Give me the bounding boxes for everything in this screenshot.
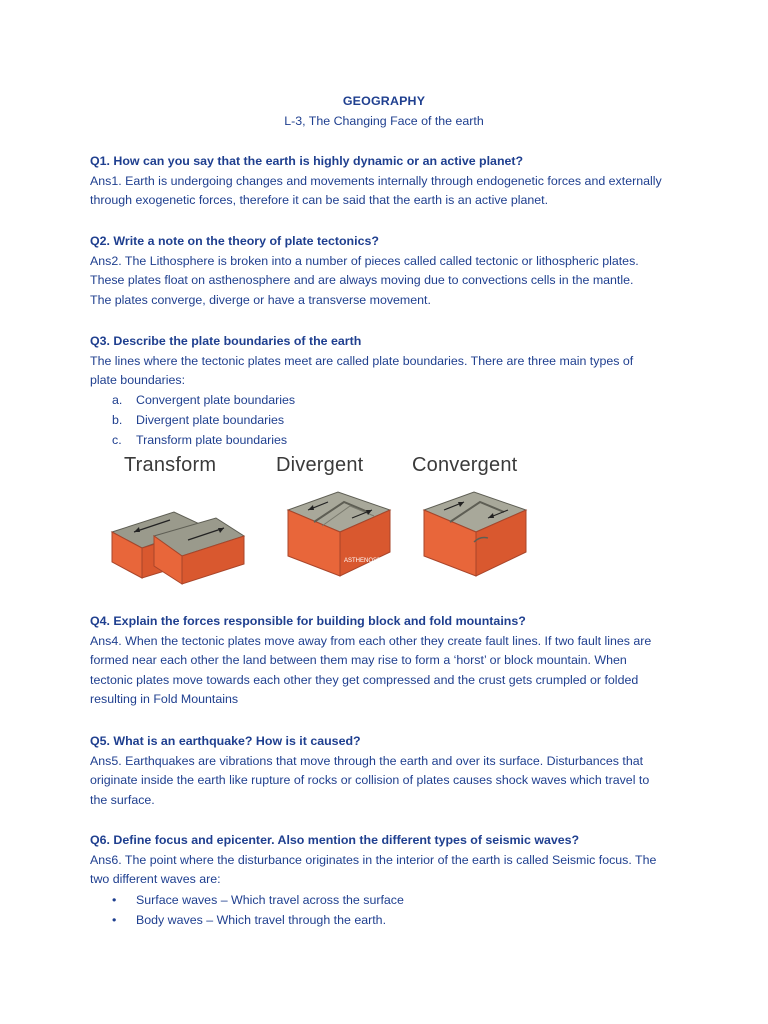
- convergent-block: [424, 492, 526, 576]
- q5-answer-line: the surface.: [90, 792, 155, 807]
- transform-block: [112, 512, 244, 584]
- q1-section: [90, 152, 690, 211]
- transform-label: Transform: [124, 454, 217, 476]
- bullet-marker: •: [112, 913, 117, 927]
- q6-question: Q6. Define focus and epicenter. Also mention the different types of seismic waves?: [90, 833, 580, 847]
- list-item-text: Body waves – Which travel through the earth.: [136, 913, 387, 927]
- plate-label: PLATE: [268, 546, 287, 552]
- q1-question: Q1. How can you say that the earth is highly dynamic or an active planet?: [90, 154, 524, 168]
- q2-question: Q2. Write a note on the theory of plate tectonics?: [90, 234, 379, 248]
- q6-answer-line: Ans6. The point where the disturbance originates in the interior of the earth is called Seismic focus. The: [90, 852, 657, 867]
- q3-section: [90, 332, 690, 391]
- convergent-label: Convergent: [412, 454, 518, 476]
- list-item: [112, 431, 295, 451]
- q4-question: Q4. Explain the forces responsible for building block and fold mountains?: [90, 614, 526, 628]
- list-item-text: Surface waves – Which travel across the surface: [136, 893, 404, 907]
- asthenosphere-label: ASTHENOSPHERE: [344, 558, 398, 564]
- divergent-label: Divergent: [276, 454, 364, 476]
- list-item-text: Divergent plate boundaries: [136, 413, 285, 427]
- list-item-text: Convergent plate boundaries: [136, 393, 296, 407]
- list-item-text: Transform plate boundaries: [136, 433, 288, 447]
- list-item: [112, 411, 295, 431]
- q3-question: Q3. Describe the plate boundaries of the earth: [90, 334, 362, 348]
- q1-answer-line: through exogenetic forces, therefore it can be said that the earth is an active planet.: [90, 193, 549, 208]
- list-marker: a.: [112, 393, 123, 407]
- divergent-block: [268, 492, 413, 576]
- q6-section: [90, 831, 690, 890]
- q5-section: [90, 732, 690, 810]
- plate-diagram: [108, 452, 548, 588]
- q4-answer-line: resulting in Fold Mountains: [90, 692, 239, 707]
- q4-answer-line: formed near each other the land between them may rise to form a ‘horst’ or block mountain. When: [90, 653, 627, 668]
- q6-list: [112, 891, 404, 931]
- q5-answer-line: Ans5. Earthquakes are vibrations that move through the earth and over its surface. Disturbances that: [90, 753, 644, 768]
- q3-list: [112, 391, 295, 451]
- q2-section: [90, 232, 690, 310]
- list-item: [112, 911, 404, 931]
- list-item: [112, 891, 404, 911]
- q4-section: [90, 612, 690, 710]
- q3-answer-line: plate boundaries:: [90, 373, 186, 388]
- document-title: GEOGRAPHY: [342, 94, 426, 108]
- q5-answer-line: originate inside the earth like rupture of rocks or collision of plates causes shock waves which travel to: [90, 773, 650, 788]
- list-item: [112, 391, 295, 411]
- plate-boundaries-figure: [108, 452, 548, 588]
- q2-answer-line: The plates converge, diverge or have a transverse movement.: [90, 292, 431, 307]
- q2-answer-line: These plates float on asthenosphere and are always moving due to convections cells in the mantle.: [90, 273, 634, 288]
- plate-label: PLATE: [394, 520, 413, 526]
- q1-answer-line: Ans1. Earth is undergoing changes and movements internally through endogenetic forces and externally: [90, 173, 662, 188]
- list-marker: b.: [112, 413, 123, 427]
- q4-answer-line: Ans4. When the tectonic plates move away from each other they create fault lines. If two fault lines are: [90, 633, 652, 648]
- q5-question: Q5. What is an earthquake? How is it caused?: [90, 734, 361, 748]
- q4-answer-line: tectonic plates move towards each other they get compressed and the crust gets crumpled or folded: [90, 672, 639, 687]
- q2-answer-line: Ans2. The Lithosphere is broken into a number of pieces called called tectonic or lithospheric plates.: [90, 253, 639, 268]
- q6-answer-line: two different waves are:: [90, 872, 221, 887]
- list-marker: c.: [112, 433, 122, 447]
- document-subtitle: L-3, The Changing Face of the earth: [284, 114, 484, 128]
- bullet-marker: •: [112, 893, 117, 907]
- q3-answer-line: The lines where the tectonic plates meet are called plate boundaries. There are three main types of: [90, 353, 634, 368]
